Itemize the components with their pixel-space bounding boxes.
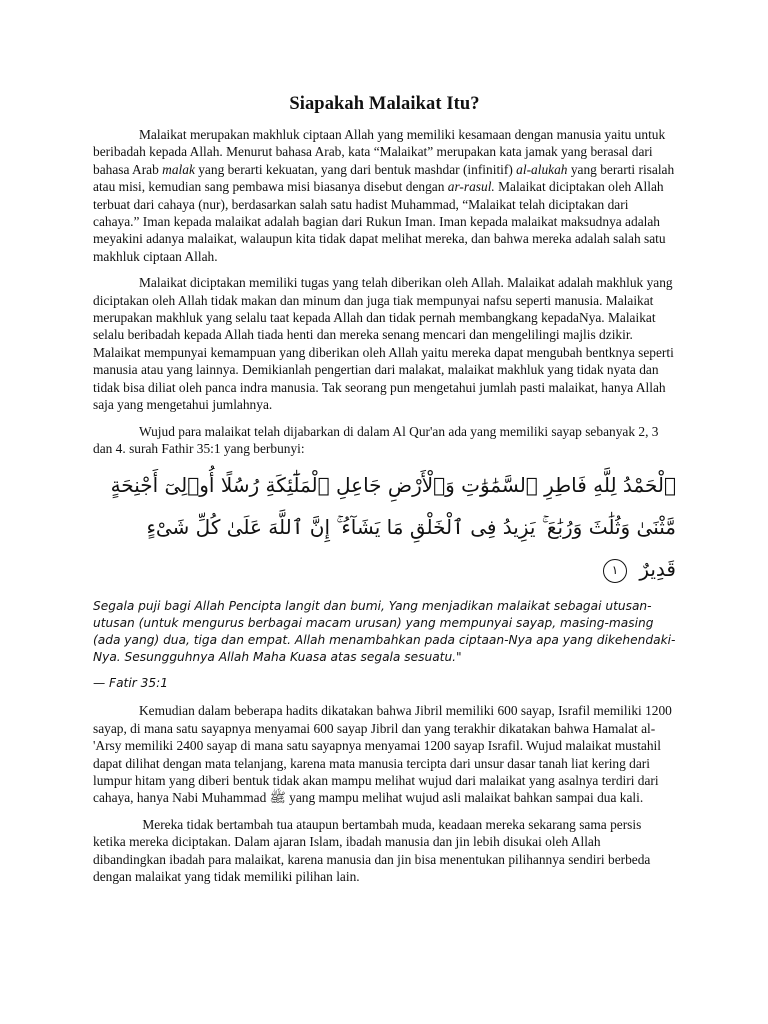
ayah-number-marker: ١	[603, 559, 627, 583]
paragraph-text: Wujud para malaikat telah dijabarkan di dalam Al Qur'an ada yang memiliki sayap sebanyak 2, 3 dan 4. surah Fathir 35:1 yang berbunyi:	[93, 423, 659, 456]
paragraph-text: Malaikat diciptakan memiliki tugas yang telah diberikan oleh Allah. Malaikat adalah makhluk yang diciptakan oleh Allah tidak makan dan minum dan juga tiak mempunyai nafsu seperti manusia. Malaikat merupakan makhluk yang selalu taat kepada Allah dan tidak pernah membangkang kepadaNya. Malaikat selalu beribadah kepada Allah tiada henti dan mereka senang mencari dan mengelilingi majlis dzikir. Malaikat mempunyai kemampuan yang diberikan oleh Allah yaitu mereka dapat mengubah bentknya seperti manusia atau yang lainnya. Demikianlah pengertian dari malakat, malaikat makhluk yang tidak nyata dan tidak bisa diliat oleh panca indra manusia. Tak seorang pun mengetahui jumlah pasti malaikat, hanya Allah saja yang mengetahui jumlahnya.	[93, 275, 674, 413]
arabic-line-3-text: قَدِيرٌ	[639, 557, 676, 582]
arabic-line-2: مَّثْنَىٰ وَثُلَٰثَ وَرُبَٰعَ ۚ يَزِيدُ فِى ٱلْخَلْقِ مَا يَشَآءُ ۚ إِنَّ ٱللَّهَ عَلَىٰ كُلِّ شَىْءٍ	[146, 515, 676, 540]
paragraph-text: Malaikat diciptakan oleh Allah terbuat dari cahaya (nur), berdasarkan salah satu hadist Muhammad, “Malaikat telah diciptakan dari cahaya.” Iman kepada malaikat adalah bagian dari Rukun Iman. Iman kepada malaikat maksudnya adalah meyakini adanya malaikat, walaupun kita tidak dapat melihat mereka, dan bahwa mereka adalah salah satu makhluk ciptaan Allah.	[93, 179, 666, 264]
quran-verse-arabic	[93, 464, 676, 590]
term-ar-rasul: ar-rasul.	[447, 179, 495, 195]
paragraph-text: Kemudian dalam beberapa hadits dikatakan bahwa Jibril memiliki 600 sayap, Israfil memiliki 1200 sayap, di mana satu sayapnya menyamai 600 sayap Jibril dan yang terakhir dikatakan bahwa Hamalat al-'Arsy memiliki 2400 sayap di mana satu sayapnya menyamai 1200 sayap Israfil. Wujud malaikat mustahil dapat dilihat dengan mata telanjang, karena mata manusia tercipta dari unsur dasar tanah liat kering dari lumpur hitam yang diberi bentuk tidak akan mampu melihat wujud dari malaikat yang asalnya terdiri dari cahaya, hanya Nabi Muhammad ﷺ yang mampu melihat wujud asli malaikat bahkan sampai dua kali.	[93, 703, 672, 806]
page-title: Siapakah Malaikat Itu?	[289, 94, 480, 114]
paragraph-tasks	[93, 274, 676, 413]
verse-translation: Segala puji bagi Allah Pencipta langit dan bumi, Yang menjadikan malaikat sebagai utusan-utusan (untuk mengurus berbagai macam urusan) yang mempunyai sayap, masing-masing (ada yang) dua, tiga dan empat. Allah menambahkan pada ciptaan-Nya apa yang dikehendaki-Nya. Sesungguhnya Allah Maha Kuasa atas segala sesuatu."	[93, 599, 676, 665]
paragraph-text: yang berarti kekuatan, yang dari bentuk mashdar (infinitif)	[194, 161, 517, 177]
paragraph-ageless	[93, 816, 676, 886]
arabic-line-3	[93, 548, 676, 590]
paragraph-hadith	[93, 702, 676, 806]
verse-source: — Fatir 35:1	[93, 676, 168, 691]
term-al-alukah: al-alukah	[516, 161, 568, 177]
paragraph-text: yang berarti risalah atau misi, kemudian sang pembawa misi biasanya disebut dengan	[93, 161, 675, 195]
paragraph-definition	[93, 126, 676, 265]
term-malak: malak	[162, 161, 195, 177]
paragraph-text: Malaikat merupakan makhluk ciptaan Allah yang memiliki kesamaan dengan manusia yaitu untuk beribadah kepada Allah. Menurut bahasa Arab, kata “Malaikat” merupakan kata jamak yang berasal dari bahasa Arab	[93, 127, 666, 177]
paragraph-text: Mereka tidak bertambah tua ataupun bertambah muda, keadaan mereka sekarang sama persis ketika mereka diciptakan. Dalam ajaran Islam, ibadah manusia dan jin lebih disukai oleh Allah dibandingkan ibadah para malaikat, karena manusia dan jin bisa menentukan pilihannya sendiri berbeda dengan malaikat yang tidak memiliki pilihan lain.	[93, 816, 651, 884]
arabic-line-1: ٱلْحَمْدُ لِلَّهِ فَاطِرِ ٱلسَّمَٰوَٰتِ وَٱلْأَرْضِ جَاعِلِ ٱلْمَلَٰٓئِكَةِ رُسُلًا أُو۟لِىٓ أَجْنِحَةٍ	[110, 473, 676, 498]
paragraph-wings-intro	[93, 423, 676, 458]
